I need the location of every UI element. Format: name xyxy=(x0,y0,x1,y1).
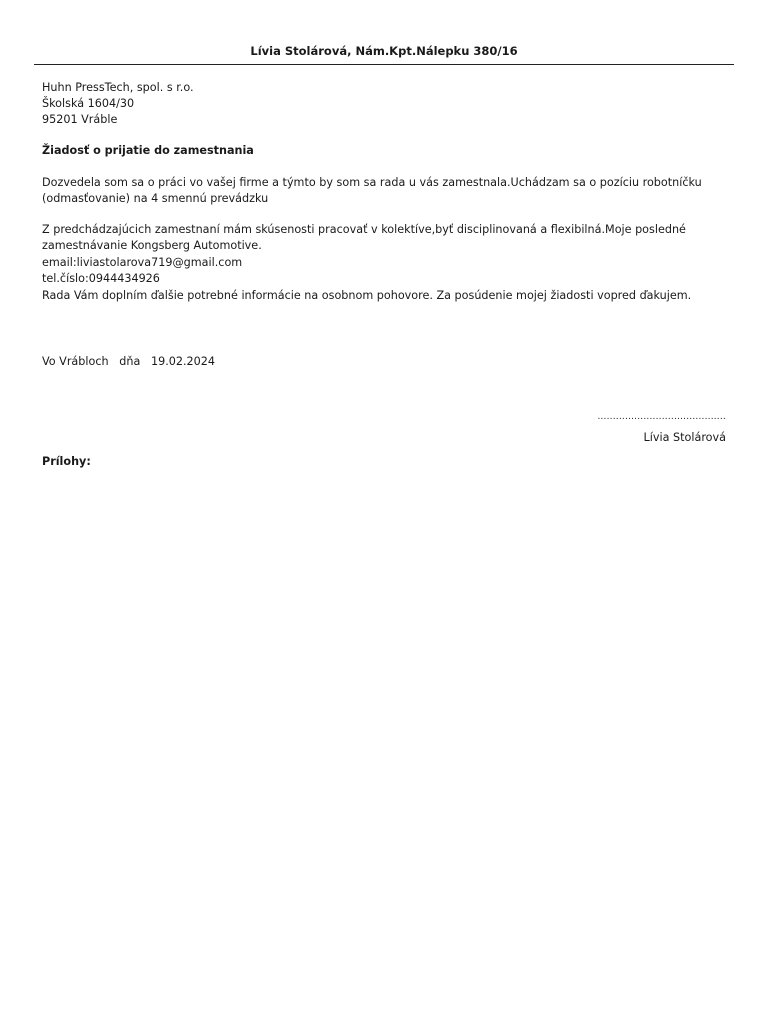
closing-sentence: Rada Vám doplním ďalšie potrebné informácie na osobnom pohovore. Za posúdenie mojej žiadosti vopred ďakujem. xyxy=(42,289,692,302)
place-and-date: Vo Vrábloch dňa 19.02.2024 xyxy=(42,355,216,368)
recipient-street: Školská 1604/30 xyxy=(42,97,135,110)
contact-phone: tel.číslo:0944434926 xyxy=(42,272,160,285)
letter-subject: Žiadosť o prijatie do zamestnania xyxy=(42,144,254,157)
contact-email: email:liviastolarova719@gmail.com xyxy=(42,256,243,269)
paragraph-1-line-1: Dozvedela som sa o práci vo vašej firme a týmto by som sa rada u vás zamestnala.Uchádzam sa o pozíciu robotníčku xyxy=(42,176,702,189)
paragraph-2-line-2: zamestnávanie Kongsberg Automotive. xyxy=(42,239,262,252)
signature-line: .......................................... xyxy=(597,412,726,422)
sender-header: Lívia Stolárová, Nám.Kpt.Nálepku 380/16 xyxy=(250,44,518,58)
attachments-label: Prílohy: xyxy=(42,455,91,468)
recipient-company: Huhn PressTech, spol. s r.o. xyxy=(42,81,194,94)
paragraph-2-line-1: Z predchádzajúcich zamestnaní mám skúsenosti pracovať v kolektíve,byť disciplinovaná a flexibilná.Moje posledné xyxy=(42,223,686,236)
header-divider xyxy=(34,64,734,65)
recipient-city: 95201 Vráble xyxy=(42,113,118,126)
signature-name: Lívia Stolárová xyxy=(643,431,726,444)
paragraph-1-line-2: (odmasťovanie) na 4 smennú prevádzku xyxy=(42,192,269,205)
